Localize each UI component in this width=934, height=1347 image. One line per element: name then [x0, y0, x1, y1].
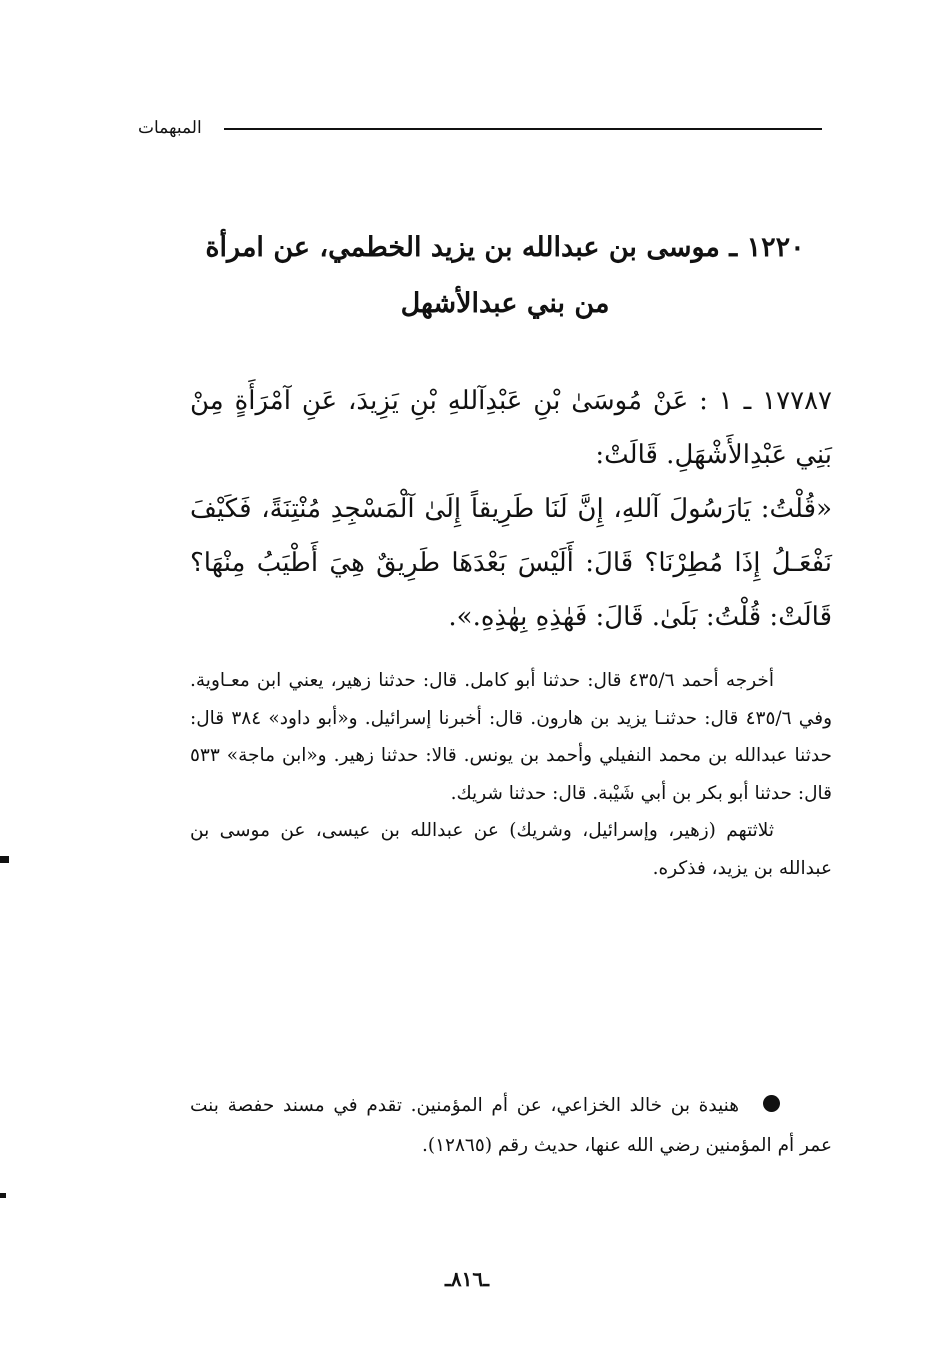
running-header — [130, 116, 822, 144]
takhrij-paragraph: ثلاثتهم (زهير، وإسرائيل، وشريك) عن عبدالله بن عيسى، عن موسى بن عبدالله بن يزيد، فذكره. — [190, 820, 832, 879]
bullet-icon — [763, 1095, 780, 1112]
takhrij-section — [190, 662, 832, 887]
note-text: هنيدة بن خالد الخزاعي، عن أم المؤمنين. تقدم في مسند حفصة بنت عمر أم المؤمنين رضي الله عنها، حديث رقم (١٢٨٦٥). — [190, 1095, 832, 1156]
cross-reference-note — [190, 1086, 832, 1166]
hadith-text — [190, 374, 832, 644]
running-title: المبهمات — [138, 118, 202, 138]
scan-edge-mark — [0, 1193, 6, 1198]
scan-edge-mark — [0, 856, 9, 863]
chapter-title: ١٢٢٠ ـ موسى بن عبدالله بن يزيد الخطمي، عن امرأة من بني عبدالأشهل — [205, 232, 805, 319]
page-number: ـ٨١٦ـ — [445, 1267, 489, 1291]
hadith-isnad: ١٧٧٨٧ ـ ١ : عَنْ مُوسَىٰ بْنِ عَبْدِآللهِ بْنِ يَزِيدَ، عَنِ آمْرَأَةٍ مِنْ بَنِي عَبْدِالأَشْهَلِ. قَالَتْ: — [190, 386, 832, 470]
takhrij-paragraph: أخرجه أحمد ٤٣٥/٦ قال: حدثنا أبو كامل. قال: حدثنا زهير، يعني ابن معـاوية. وفي ٤٣٥/٦ قال: حدثنـا يزيد بن هارون. قال: أخبرنا إسرائيل. و«أبو داود» ٣٨٤ قال: حدثنا عبدالله بن محمد النفيلي وأحمد بن يونس. قالا: حدثنا زهير. و«ابن ماجة» ٥٣٣ قال: حدثنا أبو بكر بن أبي شَيْبة. قال: حدثنا شريك. — [190, 670, 832, 804]
header-rule — [224, 128, 822, 130]
hadith-matn: «قُلْتُ: يَارَسُولَ آللهِ، إِنَّ لَنَا طَرِيقاً إِلَىٰ آلْمَسْجِدِ مُنْتِنَةً، فَكَيْفَ نَفْعَـلُ إِذَا مُطِرْنَا؟ قَالَ: أَلَيْسَ بَعْدَهَا طَرِيقٌ هِيَ أَطْيَبُ مِنْهَا؟ قَالَتْ: قُلْتُ: بَلَىٰ. قَالَ: فَهٰذِهِ بِهٰذِهِ.». — [190, 494, 832, 632]
